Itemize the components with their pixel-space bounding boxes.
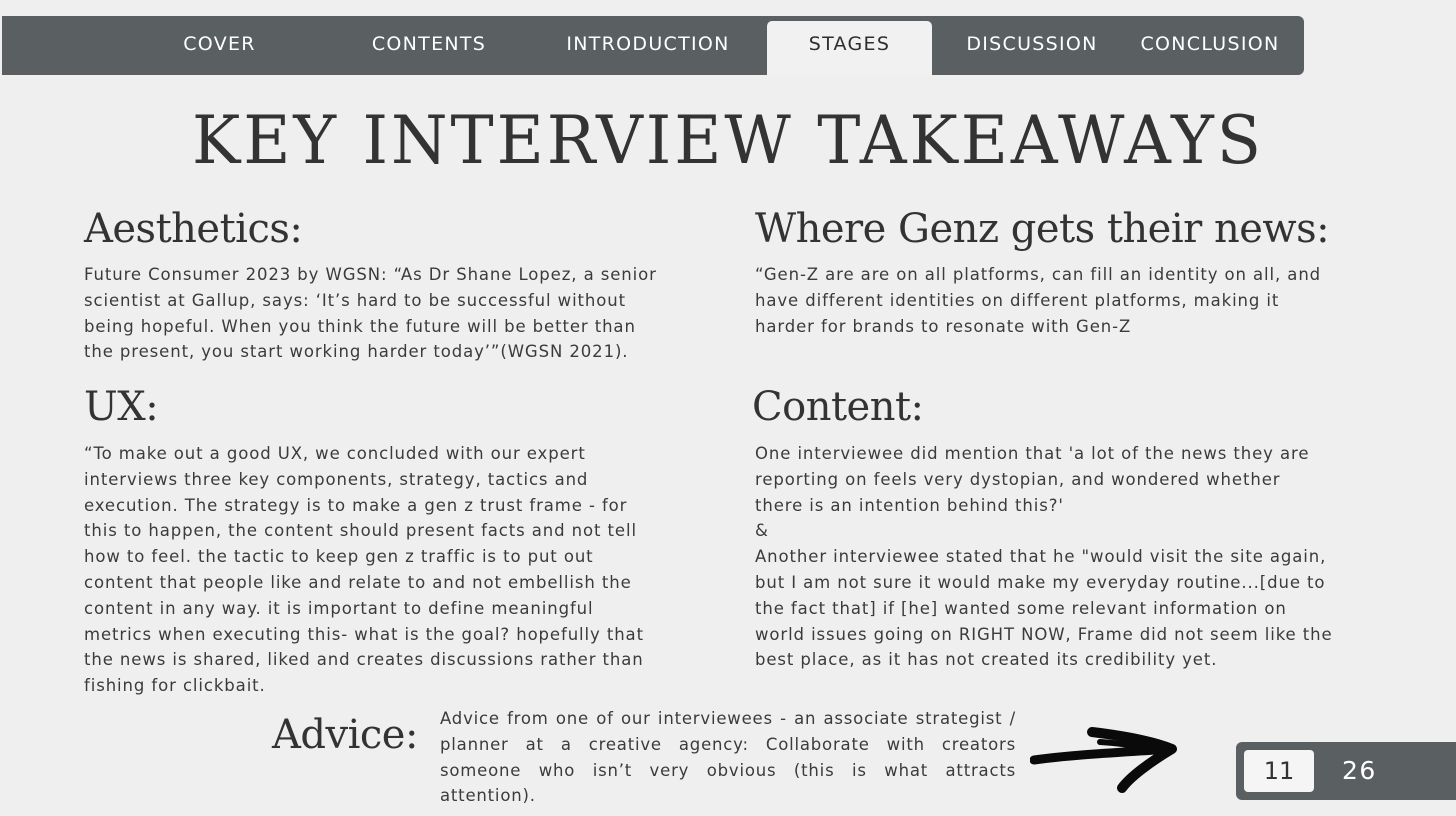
tab-introduction[interactable]: INTRODUCTION xyxy=(566,33,730,55)
top-navigation xyxy=(2,16,1304,75)
content-text: One interviewee did mention that 'a lot of the news they are reporting on feels very dystopian, and wondered whether there is an intention behind this?' & Another interviewee stated that he "would visit the site again, but I am not sure it would make my everyday routine...[due to the fact that] if [he] wanted some relevant information on world issues going on RIGHT NOW, Frame did not seem like the best place, as it has not created its credibility yet. xyxy=(755,444,1333,670)
content-heading: Content: xyxy=(752,384,924,430)
aesthetics-heading: Aesthetics: xyxy=(84,206,303,252)
page-title: KEY INTERVIEW TAKEAWAYS xyxy=(191,102,1265,179)
advice-heading: Advice: xyxy=(272,712,418,758)
ux-heading: UX: xyxy=(84,384,159,430)
tab-stages[interactable]: STAGES xyxy=(767,21,932,75)
ux-text: “To make out a good UX, we concluded with our expert interviews three key components, strategy, tactics and execution. The strategy is to make a gen z trust frame - for this to happen, the content should present facts and not tell how to feel. the tactic to keep gen z traffic is to put out content that people like and relate to and not embellish the content in any way. it is important to define meaningful metrics when executing this- what is the goal? hopefully that the news is shared, liked and creates discussions rather than fishing for clickbait. xyxy=(84,444,644,696)
current-page-number[interactable]: 11 xyxy=(1244,750,1314,792)
tab-conclusion[interactable]: CONCLUSION xyxy=(1140,33,1280,55)
news-text: “Gen-Z are are on all platforms, can fill an identity on all, and have different identities on different platforms, making it harder for brands to resonate with Gen-Z xyxy=(755,265,1322,336)
news-heading: Where Genz gets their news: xyxy=(755,206,1330,252)
tab-cover[interactable]: COVER xyxy=(183,33,256,55)
pagination xyxy=(1236,742,1456,800)
aesthetics-text: Future Consumer 2023 by WGSN: “As Dr Shane Lopez, a senior scientist at Gallup, says: ‘It’s hard to be successful without being hopeful. When you think the future will be better than the present, you start working harder today’”(WGSN 2021). xyxy=(84,265,657,362)
tab-discussion[interactable]: DISCUSSION xyxy=(966,33,1098,55)
tab-contents[interactable]: CONTENTS xyxy=(371,33,487,55)
advice-text: Advice from one of our interviewees - an associate strategist / planner at a creative agency: Collaborate with creators someone who isn’t very obvious (this is what attracts attention). xyxy=(440,709,1016,806)
right-arrow-icon xyxy=(1030,722,1180,794)
total-page-number: 26 xyxy=(1342,756,1377,785)
